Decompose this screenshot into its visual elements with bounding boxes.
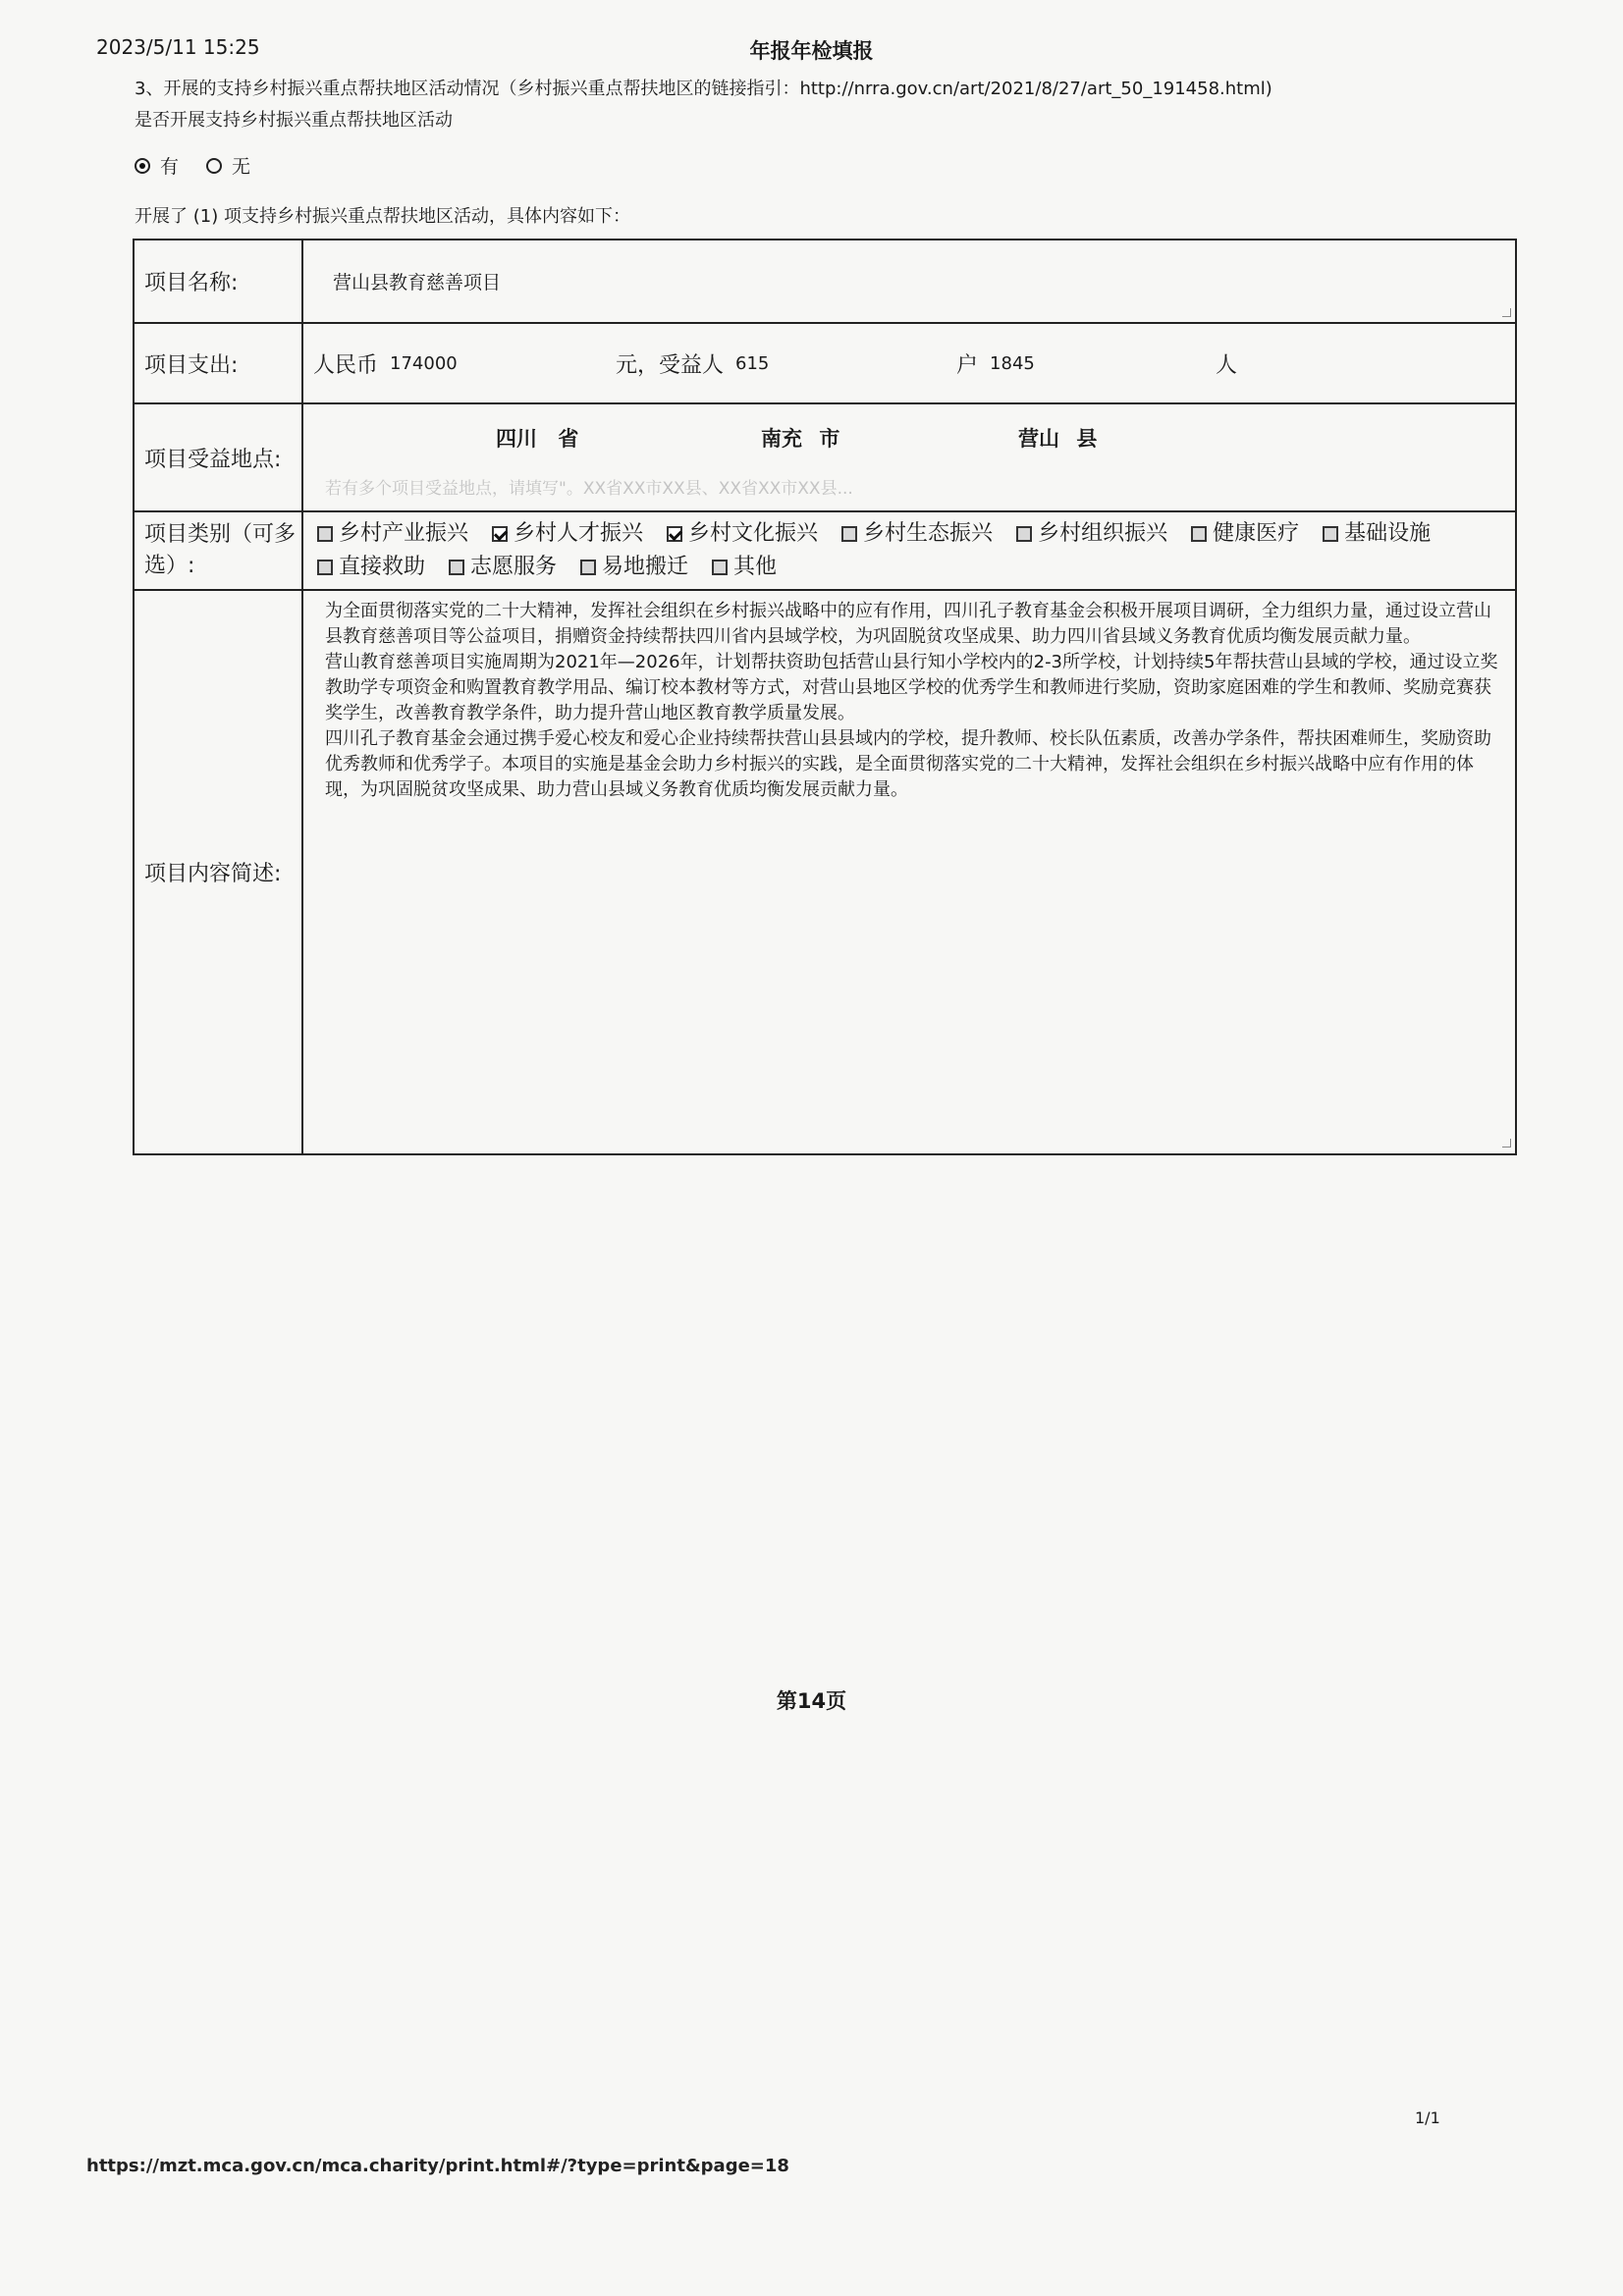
resize-handle[interactable] [1502, 308, 1511, 317]
category-checkbox[interactable] [841, 526, 857, 542]
category-item[interactable] [661, 521, 818, 546]
household-unit: 户 [956, 352, 979, 378]
activity-question: 是否开展支持乡村振兴重点帮扶地区活动 [135, 110, 453, 131]
print-timestamp: 2023/5/11 15:25 [96, 35, 260, 59]
category-item[interactable] [1185, 521, 1299, 546]
category-item[interactable] [1010, 521, 1167, 546]
radio-no-label: 无 [232, 156, 251, 178]
category-label: 易地搬迁 [602, 555, 689, 579]
category-checkbox-group [303, 513, 1515, 588]
project-content-label: 项目内容简述: [134, 590, 302, 1154]
city-value[interactable]: 南充 [761, 427, 802, 451]
category-label: 志愿服务 [470, 555, 558, 579]
category-checkbox[interactable] [1191, 526, 1207, 542]
households-input[interactable]: 615 [735, 352, 770, 374]
print-url: https://mzt.mca.gov.cn/mca.charity/print.html#/?type=print&page=18 [86, 2156, 789, 2176]
category-label: 基础设施 [1344, 521, 1432, 546]
category-checkbox[interactable] [1323, 526, 1338, 542]
project-location-field [302, 403, 1516, 511]
page-number: 第14页 [776, 1689, 847, 1713]
category-checkbox[interactable] [317, 560, 333, 575]
people-input[interactable]: 1845 [990, 352, 1035, 374]
amount-input[interactable]: 174000 [390, 352, 458, 374]
radio-yes[interactable] [135, 158, 150, 174]
content-paragraph-1: 为全面贯彻落实党的二十大精神，发挥社会组织在乡村振兴战略中的应有作用，四川孔子教育基金会积极开展项目调研，全力组织力量，通过设立营山县教育慈善项目等公益项目，捐赠资金持续帮扶四川省内县域学校，为巩固脱贫攻坚成果、助力四川省县域义务教育优质均衡发展贡献力量。 [325, 601, 1491, 647]
section-heading: 3、开展的支持乡村振兴重点帮扶地区活动情况（乡村振兴重点帮扶地区的链接指引：http://nrra.gov.cn/art/2021/8/27/art_50_191458.html) [135, 79, 1272, 99]
yuan-beneficiary-label: 元，受益人 [616, 352, 725, 378]
category-checkbox[interactable] [667, 526, 682, 542]
category-label: 直接救助 [339, 555, 426, 579]
category-label: 乡村人才振兴 [514, 521, 644, 546]
currency-label: 人民币 [313, 352, 379, 378]
category-checkbox[interactable] [492, 526, 508, 542]
project-name-label: 项目名称: [134, 240, 302, 323]
activity-radio-group [135, 152, 250, 179]
people-unit: 人 [1216, 352, 1238, 378]
project-name-value: 营山县教育慈善项目 [333, 272, 502, 294]
category-label: 乡村组织振兴 [1038, 521, 1168, 546]
province-unit: 省 [558, 427, 579, 451]
content-paragraph-2: 营山教育慈善项目实施周期为2021年—2026年，计划帮扶资助包括营山县行知小学校内的2-3所学校，计划持续5年帮扶营山县域的学校，通过设立奖教助学专项资金和购置教育教学用品、编订校本教材等方式，对营山县地区学校的优秀学生和教师进行奖励，资助家庭困难的学生和教师、奖励竞赛获奖学生，改善教育教学条件，助力提升营山地区教育教学质量发展。 [325, 652, 1498, 723]
province-value[interactable]: 四川 [496, 427, 537, 451]
category-checkbox[interactable] [580, 560, 596, 575]
project-expense-field [302, 323, 1516, 403]
category-item[interactable] [574, 555, 688, 579]
project-form-table [133, 239, 1517, 1155]
category-item[interactable] [1317, 521, 1431, 546]
project-location-label: 项目受益地点: [134, 403, 302, 511]
project-content-field[interactable] [302, 590, 1516, 1154]
category-item[interactable] [836, 521, 993, 546]
radio-yes-label: 有 [160, 156, 180, 178]
category-item[interactable] [706, 555, 777, 579]
location-extra-input[interactable]: 若有多个项目受益地点，请填写"。XX省XX市XX县、XX省XX市XX县... [325, 479, 853, 499]
category-label: 乡村生态振兴 [863, 521, 994, 546]
category-checkbox[interactable] [449, 560, 464, 575]
project-category-field [302, 511, 1516, 590]
category-checkbox[interactable] [317, 526, 333, 542]
category-checkbox[interactable] [712, 560, 728, 575]
project-expense-label: 项目支出: [134, 323, 302, 403]
category-label: 乡村产业振兴 [339, 521, 469, 546]
activity-summary: 开展了 (1) 项支持乡村振兴重点帮扶地区活动，具体内容如下： [135, 206, 630, 227]
resize-handle[interactable] [1502, 1139, 1511, 1148]
category-checkbox[interactable] [1016, 526, 1032, 542]
category-label: 乡村文化振兴 [688, 521, 819, 546]
page-title: 年报年检填报 [749, 39, 874, 63]
category-label: 健康医疗 [1213, 521, 1300, 546]
print-page-fraction: 1/1 [1415, 2109, 1440, 2127]
project-category-label: 项目类别（可多选）: [134, 511, 302, 590]
project-name-field[interactable] [302, 240, 1516, 323]
category-label: 其他 [733, 555, 778, 579]
category-item[interactable] [443, 555, 557, 579]
county-value[interactable]: 营山 [1018, 427, 1059, 451]
content-paragraph-3: 四川孔子教育基金会通过携手爱心校友和爱心企业持续帮扶营山县县域内的学校，提升教师、校长队伍素质，改善办学条件，帮扶困难师生，奖励资助优秀教师和优秀学子。本项目的实施是基金会助力乡村振兴的实践，是全面贯彻落实党的二十大精神，发挥社会组织在乡村振兴战略中应有作用的体现，为巩固脱贫攻坚成果、助力营山县域义务教育优质均衡发展贡献力量。 [325, 728, 1491, 800]
county-unit: 县 [1076, 427, 1098, 451]
category-item[interactable] [311, 555, 425, 579]
category-item[interactable] [486, 521, 643, 546]
category-item[interactable] [311, 521, 468, 546]
city-unit: 市 [819, 427, 840, 451]
radio-no[interactable] [206, 158, 222, 174]
